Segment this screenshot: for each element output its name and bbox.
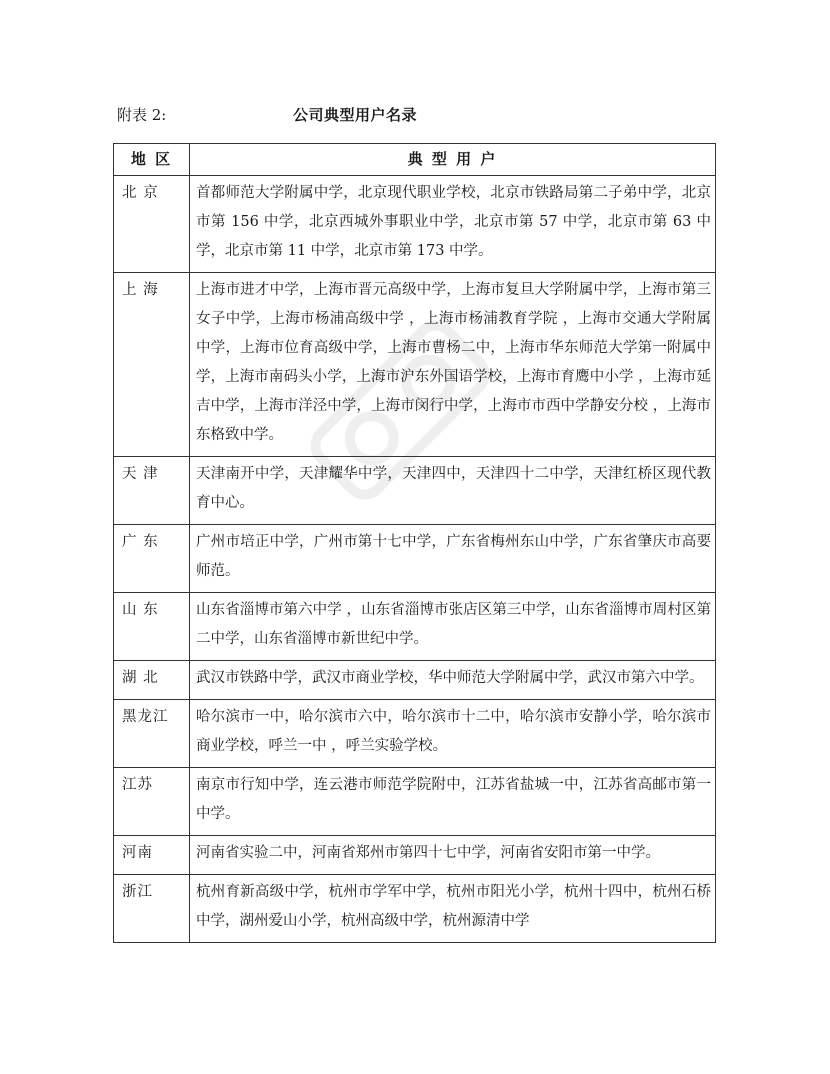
- region-cell: 上 海: [114, 273, 190, 457]
- region-cell: 天 津: [114, 457, 190, 525]
- users-cell: 杭州育新高级中学，杭州市学军中学，杭州市阳光小学，杭州十四中，杭州石桥中学，湖州爱山小学，杭州高级中学，杭州源清中学: [190, 875, 716, 943]
- users-cell: 南京市行知中学，连云港市师范学院附中，江苏省盐城一中，江苏省高邮市第一中学。: [190, 768, 716, 836]
- table-row: [114, 700, 716, 768]
- appendix-title: 公司典型用户名录: [293, 106, 418, 124]
- region-cell: 河南: [114, 836, 190, 875]
- users-cell: 山东省淄博市第六中学 ，山东省淄博市张店区第三中学，山东省淄博市周村区第二中学，山东省淄博市新世纪中学。: [190, 593, 716, 661]
- region-cell: 浙江: [114, 875, 190, 943]
- appendix-label: 附表 2:: [117, 106, 167, 124]
- users-cell: 首都师范大学附属中学，北京现代职业学校，北京市铁路局第二子弟中学，北京市第 156 中学，北京西城外事职业中学，北京市第 57 中学，北京市第 63 中学，北京市第 11 中学，北京市第 173 中学。: [190, 176, 716, 273]
- region-cell: 广 东: [114, 525, 190, 593]
- table-row: [114, 593, 716, 661]
- table-row: [114, 661, 716, 700]
- users-column-header: 典 型 用 户: [190, 144, 716, 176]
- table-row: [114, 457, 716, 525]
- table-row: [114, 875, 716, 943]
- users-cell: 上海市进才中学，上海市晋元高级中学，上海市复旦大学附属中学，上海市第三女子中学，上海市杨浦高级中学 ，上海市杨浦教育学院 ，上海市交通大学附属中学，上海市位育高级中学，上海市曹杨二中，上海市华东师范大学第一附属中学，上海市南码头小学，上海市沪东外国语学校，上海市育鹰中小学 ，上海市延吉中学，上海市洋泾中学，上海市闵行中学，上海市市西中学静安分校 ，上海市东格致中学。: [190, 273, 716, 457]
- appendix-heading: [115, 103, 715, 127]
- users-cell: 广州市培正中学，广州市第十七中学，广东省梅州东山中学，广东省肇庆市高要师范。: [190, 525, 716, 593]
- table-row: [114, 273, 716, 457]
- region-cell: 黑龙江: [114, 700, 190, 768]
- table-row: [114, 836, 716, 875]
- region-cell: 湖 北: [114, 661, 190, 700]
- users-cell: 武汉市铁路中学，武汉市商业学校，华中师范大学附属中学，武汉市第六中学。: [190, 661, 716, 700]
- users-cell: 哈尔滨市一中，哈尔滨市六中，哈尔滨市十二中，哈尔滨市安静小学，哈尔滨市商业学校，呼兰一中 ，呼兰实验学校。: [190, 700, 716, 768]
- table-row: [114, 768, 716, 836]
- users-cell: 河南省实验二中，河南省郑州市第四十七中学，河南省安阳市第一中学。: [190, 836, 716, 875]
- typical-users-table: [113, 143, 716, 943]
- table-header-row: [114, 144, 716, 176]
- users-cell: 天津南开中学，天津耀华中学，天津四中，天津四十二中学，天津红桥区现代教育中心。: [190, 457, 716, 525]
- region-cell: 江苏: [114, 768, 190, 836]
- region-cell: 山 东: [114, 593, 190, 661]
- table-row: [114, 525, 716, 593]
- region-cell: 北 京: [114, 176, 190, 273]
- region-column-header: 地 区: [114, 144, 190, 176]
- table-row: [114, 176, 716, 273]
